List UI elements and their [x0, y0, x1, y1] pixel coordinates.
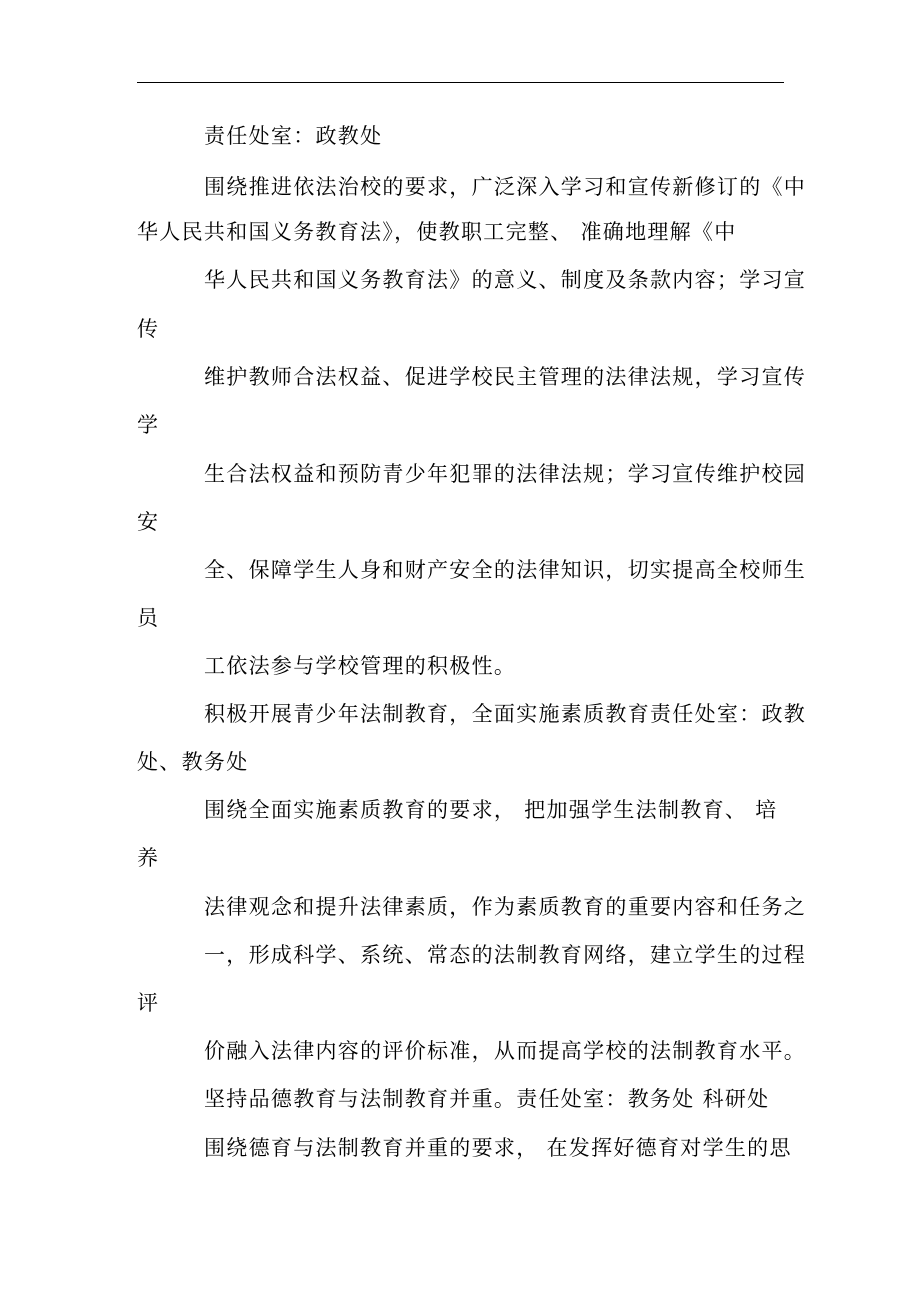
text-line: 员 — [137, 606, 160, 630]
text-line: 坚持品德教育与法制教育并重。责任处室：教务处 科研处 — [204, 1087, 770, 1111]
text-line: 围绕德育与法制教育并重的要求， 在发挥好德育对学生的思 — [204, 1136, 792, 1160]
text-line: 责任处室：政教处 — [204, 124, 383, 148]
text-line: 处、教务处 — [137, 750, 249, 774]
text-line: 华人民共和国义务教育法》，使教职工完整、 准确地理解《中 — [137, 220, 737, 244]
text-line: 积极开展青少年法制教育，全面实施素质教育责任处室：政教 — [204, 702, 807, 726]
text-line: 维护教师合法权益、促进学校民主管理的法律法规，学习宣传 — [204, 365, 807, 389]
header-rule — [137, 82, 784, 83]
text-line: 安 — [137, 510, 160, 534]
text-line: 一，形成科学、系统、常态的法制教育网络，建立学生的过程 — [204, 943, 807, 967]
text-line: 全、保障学生人身和财产安全的法律知识，切实提高全校师生 — [204, 558, 807, 582]
text-line: 工依法参与学校管理的积极性。 — [204, 654, 517, 678]
text-line: 学 — [137, 413, 160, 437]
text-line: 华人民共和国义务教育法》的意义、制度及条款内容；学习宣 — [204, 268, 807, 292]
text-line: 传 — [137, 317, 160, 341]
text-line: 围绕全面实施素质教育的要求， 把加强学生法制教育、 培 — [204, 798, 778, 822]
text-line: 围绕推进依法治校的要求，广泛深入学习和宣传新修订的《中 — [204, 175, 807, 199]
text-line: 生合法权益和预防青少年犯罪的法律法规；学习宣传维护校园 — [204, 462, 807, 486]
text-line: 养 — [137, 846, 160, 870]
text-line: 价融入法律内容的评价标准，从而提高学校的法制教育水平。 — [204, 1039, 807, 1063]
text-line: 评 — [137, 991, 160, 1015]
text-line: 法律观念和提升法律素质，作为素质教育的重要内容和任务之 — [204, 895, 807, 919]
